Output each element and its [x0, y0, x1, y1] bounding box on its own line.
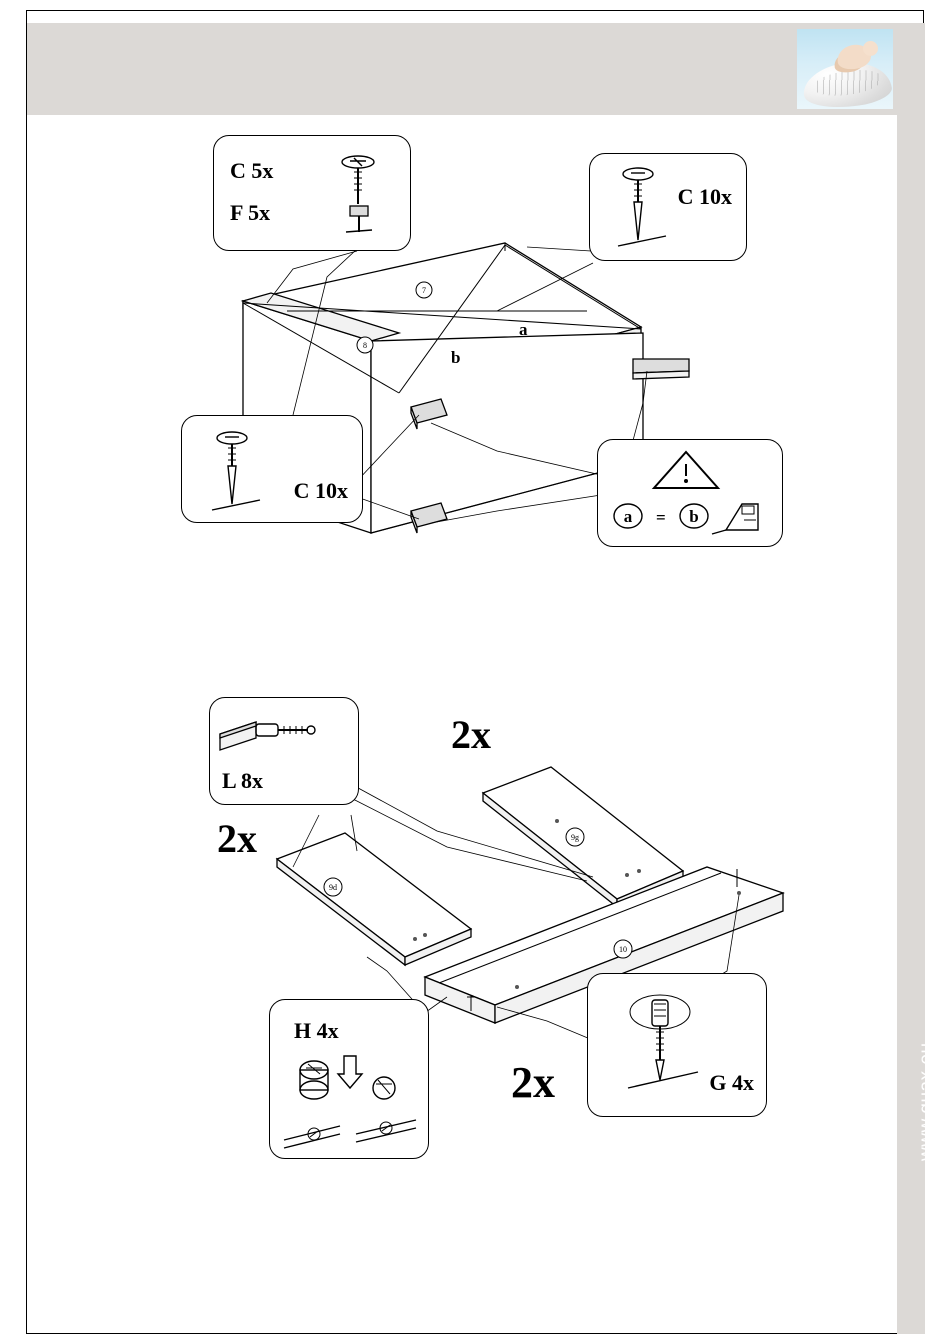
callout-h4x[interactable] [269, 999, 429, 1159]
part-number-10: 10 [619, 945, 627, 954]
measure-label-b: b [451, 348, 461, 367]
callout-label-c10x-left: C 10x [293, 478, 348, 503]
callout-g4x[interactable] [587, 973, 767, 1117]
website-url: www.quax.eu [916, 1042, 937, 1161]
dowel-screw-icon [606, 984, 726, 1110]
callout-c10x-left[interactable] [181, 415, 363, 523]
warning-triangle-icon [650, 448, 724, 492]
equals-sign: = [656, 508, 666, 527]
measure-equality-icon [608, 494, 776, 542]
callout-label-f5x: F 5x [230, 200, 271, 225]
part-number-8: 8 [363, 341, 367, 350]
callout-l8x[interactable] [209, 697, 359, 805]
callout-label-c10x-right: C 10x [677, 184, 732, 209]
screw-icon [198, 426, 278, 518]
part-number-9g: 9g [571, 833, 579, 842]
callout-label-g4x: G 4x [709, 1070, 754, 1095]
callout-label-c5x: C 5x [230, 158, 274, 183]
quantity-2x-left: 2x [217, 816, 257, 861]
callout-warning-measure[interactable] [597, 439, 783, 547]
top-step-diagram [27, 11, 925, 571]
quantity-2x-top: 2x [451, 712, 491, 757]
measure-label-a: a [519, 320, 528, 339]
page-frame [26, 10, 949, 1334]
callout-c10x-right[interactable] [589, 153, 747, 261]
label-b: b [689, 507, 699, 526]
screw-icon [604, 162, 684, 254]
screw-dowel-icon [324, 148, 404, 244]
callout-label-h4x: H 4x [294, 1018, 339, 1043]
callout-label-l8x: L 8x [222, 768, 263, 793]
label-a: a [623, 507, 633, 526]
part-number-7: 7 [422, 286, 426, 295]
cam-lock-icon [278, 1048, 424, 1154]
email-address: info@quax.eu [935, 1186, 949, 1261]
quantity-2x-bottom: 2x [511, 1058, 555, 1107]
callout-c5x-f5x[interactable] [213, 135, 411, 251]
part-number-9d: 9d [329, 883, 337, 892]
cam-bolt-icon [216, 708, 356, 768]
